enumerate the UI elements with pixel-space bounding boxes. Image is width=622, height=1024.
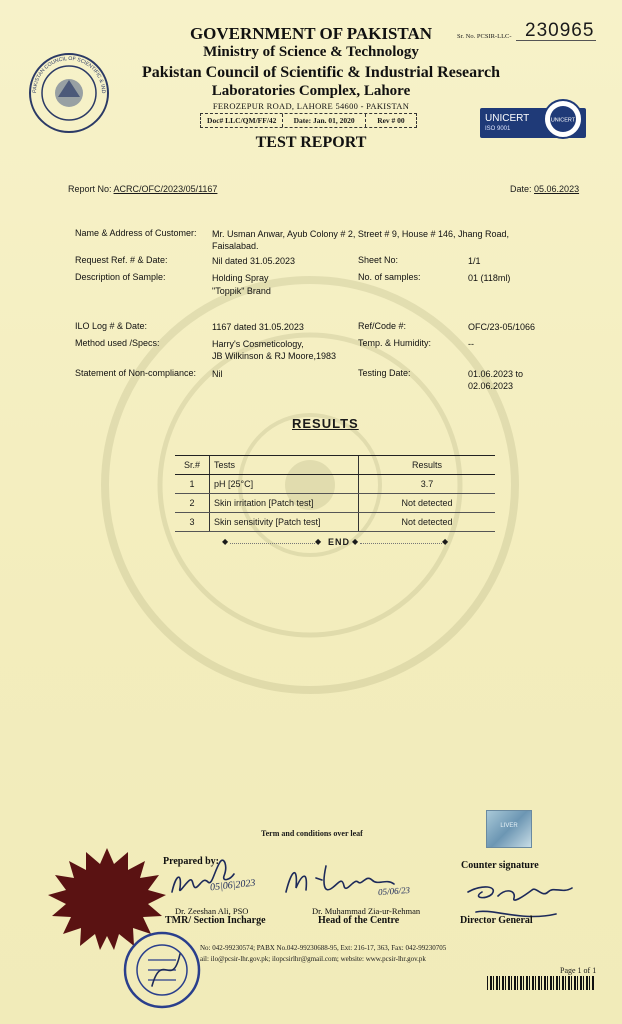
report-no-value: ACRC/OFC/2023/05/1167 [113, 184, 218, 194]
government-title: GOVERNMENT OF PAKISTAN [189, 24, 433, 43]
blue-stamp-icon [122, 930, 202, 1010]
col-tests: Tests [210, 456, 359, 475]
results-header-row [175, 456, 495, 475]
row-test: pH [25°C] [210, 475, 359, 494]
contact-line-1: No: 042-99230574; PABX No.042-99230688-95, Ext: 216-17, 363, Fax: 042-99230705 [200, 944, 447, 952]
row-test: Skin irritation [Patch test] [210, 494, 359, 513]
report-date-value: 05.06.2023 [534, 184, 580, 194]
col-sr: Sr.# [175, 456, 210, 475]
results-table [175, 455, 495, 532]
hologram-sticker [486, 810, 532, 848]
prepared-date: 05|06|2023 [209, 877, 256, 894]
head-title: Head of the Centre [318, 915, 400, 926]
non-compliance-value: Nil [212, 369, 223, 379]
diamond-icon: ◆ [442, 537, 449, 546]
row-result: Not detected [359, 494, 496, 513]
request-ref-value: Nil dated 31.05.2023 [212, 256, 296, 266]
results-heading: RESULTS [292, 416, 359, 431]
ref-code-label: Ref/Code #: [358, 321, 407, 331]
description-value-line2: "Toppik" Brand [212, 286, 271, 296]
address-line: FEROZEPUR ROAD, LAHORE 54600 - PAKISTAN [212, 101, 410, 111]
doc-number: Doc# LLC/QM/FF/42 [201, 114, 283, 127]
temp-humidity-value: -- [468, 339, 474, 349]
row-sr: 1 [175, 475, 210, 494]
lab-title: Laboratories Complex, Lahore [211, 83, 411, 99]
serial-number: 230965 [525, 20, 595, 41]
prepared-by-label: Prepared by: [163, 856, 220, 867]
contact-line-2: ail: ilo@pcsir-lhr.gov.pk; ilopcsirlhr@gmail.com; website: www.pcsir-lhr.gov.pk [200, 955, 426, 963]
ministry-title: Ministry of Science & Technology [203, 44, 419, 60]
page-number: Page 1 of 1 [560, 966, 597, 975]
description-value-line1: Holding Spray [212, 273, 269, 283]
report-date-label: Date: [510, 184, 532, 194]
table-row [175, 513, 495, 532]
diamond-icon: ◆ [315, 537, 322, 546]
counter-signature-label: Counter signature [461, 860, 539, 871]
prepared-title: TMR/ Section Incharge [165, 915, 266, 926]
doc-control-box [200, 113, 417, 128]
iso-label: ISO 9001 [485, 126, 511, 132]
method-label: Method used /Specs: [75, 338, 160, 348]
report-no-label: Report No: [68, 184, 112, 194]
ref-code-value: OFC/23-05/1066 [468, 322, 536, 332]
temp-humidity-label: Temp. & Humidity: [358, 338, 432, 348]
testing-date-line1: 01.06.2023 to [468, 369, 524, 379]
seal-text: PAKISTAN COUNCIL OF SCIENTIFIC & IND [31, 55, 107, 94]
end-label: END [328, 537, 351, 547]
row-sr: 3 [175, 513, 210, 532]
row-test: Skin sensitivity [Patch test] [210, 513, 359, 532]
council-title: Pakistan Council of Scientific & Industrial Research [142, 64, 500, 81]
row-result: Not detected [359, 513, 496, 532]
customer-value-line2: Faisalabad. [212, 241, 259, 251]
doc-date: Date: Jan. 01, 2020 [283, 114, 365, 127]
doc-rev: Rev # 00 [377, 116, 405, 125]
unicert-seal-text: UNICERT [550, 117, 576, 124]
ilo-log-value: 1167 dated 31.05.2023 [212, 322, 304, 332]
unicert-seal-icon [542, 98, 584, 140]
prepared-signature-icon [168, 852, 248, 904]
sheet-value: 1/1 [468, 256, 481, 266]
sheet-label: Sheet No: [358, 255, 399, 265]
samples-label: No. of samples: [358, 272, 421, 282]
unicert-label: UNICERT [485, 113, 530, 124]
report-number-row [68, 184, 217, 194]
report-date-row [510, 184, 579, 194]
report-title: TEST REPORT [255, 134, 367, 151]
description-label: Description of Sample: [75, 272, 166, 282]
customer-label: Name & Address of Customer: [75, 228, 197, 238]
diamond-icon: ◆ [222, 537, 229, 546]
end-marker [222, 538, 450, 550]
serial-label: Sr. No. PCSIR-LLC- [457, 33, 512, 40]
method-value-line2: JB Wilkinson & RJ Moore,1983 [212, 351, 337, 361]
head-signature-icon [282, 858, 412, 908]
hologram-text: LIVER [500, 823, 518, 829]
table-row [175, 494, 495, 513]
head-date: 05/06/23 [377, 884, 411, 898]
samples-value: 01 (118ml) [468, 273, 511, 283]
unicert-badge [480, 108, 586, 138]
method-value-line1: Harry's Cosmeticology, [212, 339, 304, 349]
row-sr: 2 [175, 494, 210, 513]
customer-value-line1: Mr. Usman Anwar, Ayub Colony # 2, Street # 9, House # 146, Jhang Road, [212, 229, 510, 239]
diamond-icon: ◆ [352, 537, 359, 546]
table-row [175, 475, 495, 494]
director-title: Director General [460, 915, 533, 926]
ilo-log-label: ILO Log # & Date: [75, 321, 148, 331]
testing-date-label: Testing Date: [358, 368, 411, 378]
request-ref-label: Request Ref. # & Date: [75, 255, 168, 265]
col-results: Results [359, 456, 496, 475]
head-name: Dr. Muhammad Zia-ur-Rehman [312, 906, 421, 916]
non-compliance-label: Statement of Non-compliance: [75, 368, 197, 378]
barcode-icon [487, 976, 595, 990]
prepared-name: Dr. Zeeshan Ali, PSO [175, 906, 249, 916]
terms-note: Term and conditions over leaf [261, 829, 363, 838]
testing-date-line2: 02.06.2023 [468, 381, 514, 391]
row-result: 3.7 [359, 475, 496, 494]
